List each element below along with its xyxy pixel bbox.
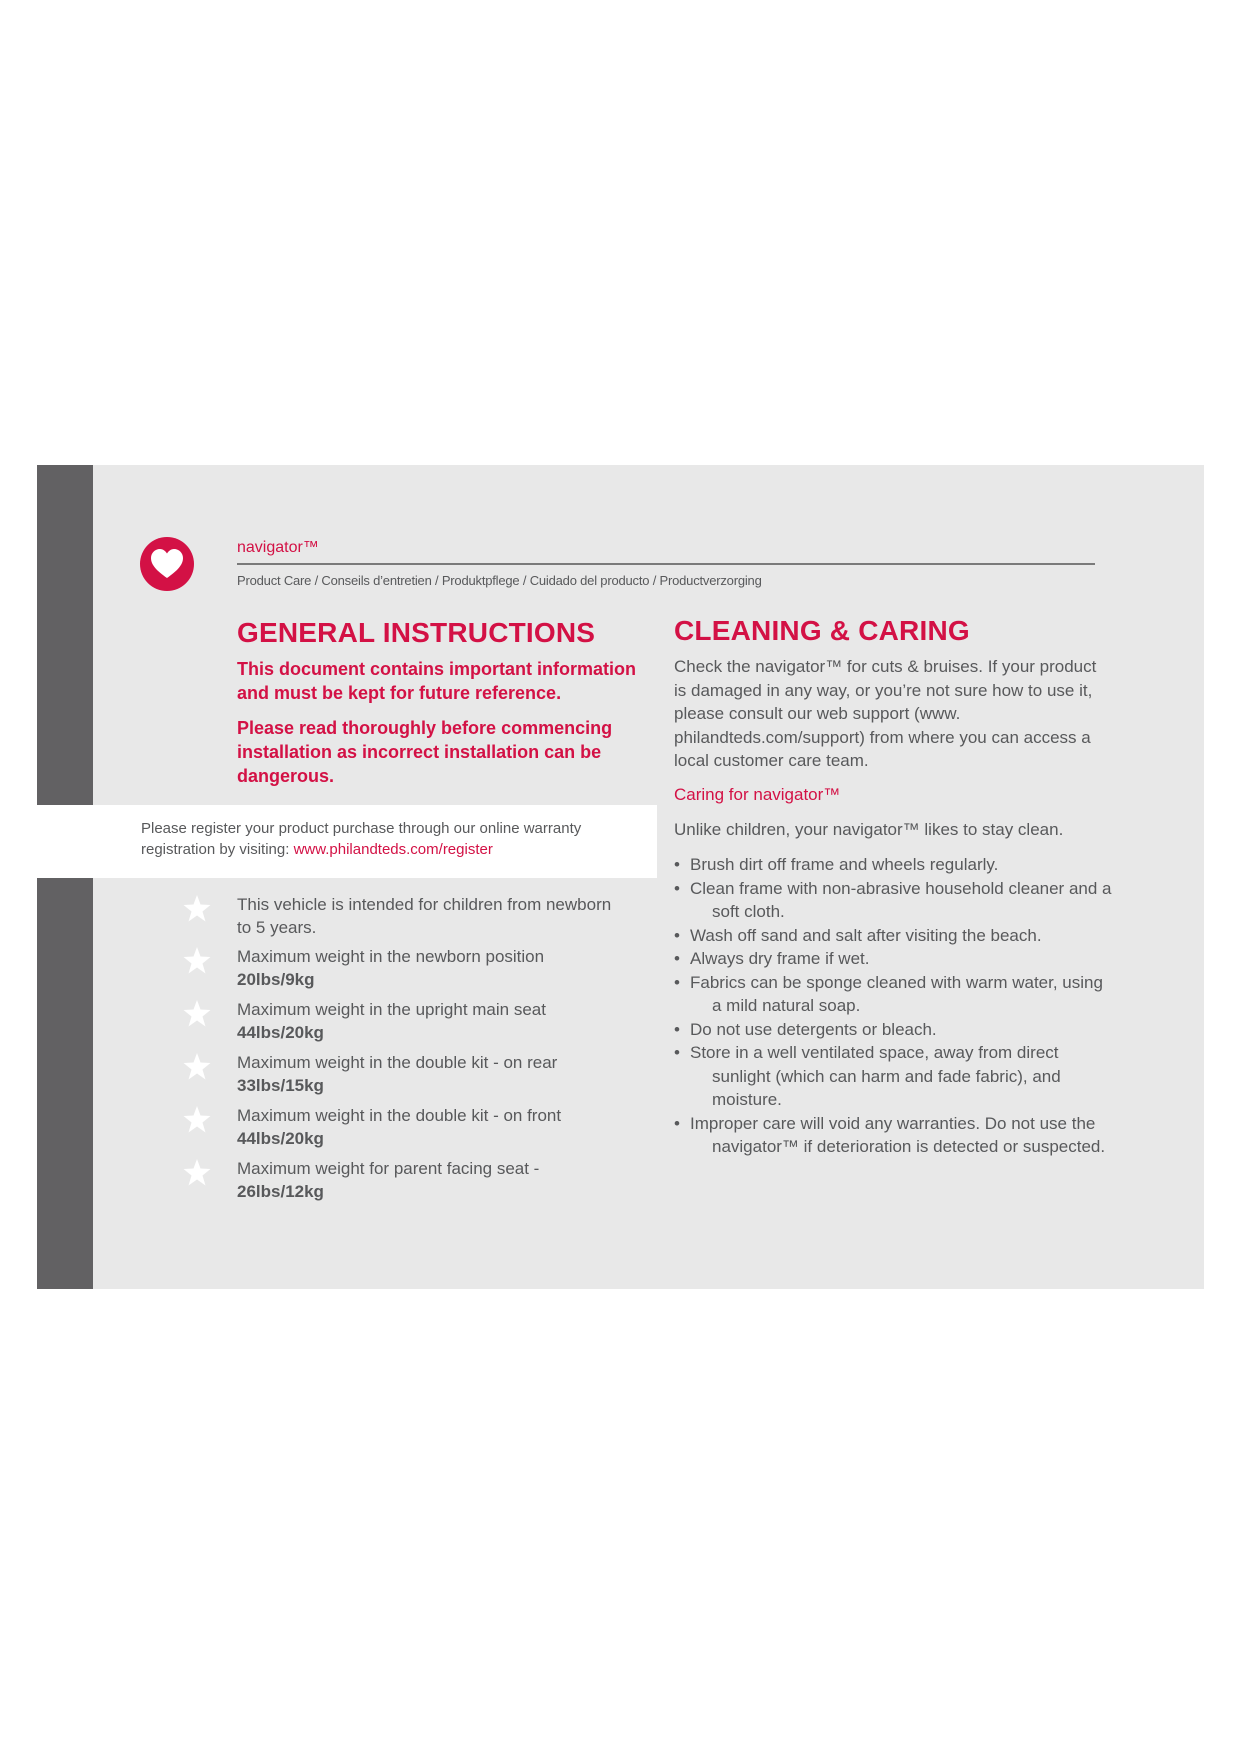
care-bullet [674,971,1114,1018]
bullet-dot: • [674,925,680,945]
spec-list [182,893,612,1210]
care-bullet-text: Improper care will void any warranties. Do not use the navigator™ if deterioration is detected or suspected. [690,1113,1106,1156]
spec-item [182,998,612,1051]
spec-item [182,1157,612,1210]
caring-subtitle: Caring for navigator™ [674,785,841,804]
register-band [37,805,657,878]
bullet-dot: • [674,1043,680,1062]
spec-text: Maximum weight in the newborn position [237,947,545,966]
cleaning-caring-title: CLEANING & CARING [674,615,970,646]
spec-text: Maximum weight for parent facing seat - [237,1159,540,1178]
star-icon [182,1105,212,1135]
register-text-line1: Please register your product purchase through our online warranty [141,820,582,837]
care-bullet-text: Clean frame with non-abrasive household cleaner and a soft cloth. [690,878,1112,921]
care-bullet-text: Fabrics can be sponge cleaned with warm water, using a mild natural soap. [690,972,1103,1015]
spec-item [182,893,612,945]
spec-value: 26lbs/12kg [237,1182,324,1201]
care-bullet-text: Store in a well ventilated space, away from direct sunlight (which can harm and fade fabric), and moisture. [690,1043,1061,1109]
care-bullet-text: Brush dirt off frame and wheels regularly. [690,855,999,874]
care-bullet [674,1112,1114,1159]
spec-item [182,1104,612,1157]
care-bullet [674,1018,1114,1042]
star-icon [182,1158,212,1188]
bullet-dot: • [674,949,680,968]
star-icon [182,946,212,976]
heart-logo-icon [140,537,194,591]
bullet-dot: • [674,1019,680,1039]
care-bullet-list [674,853,1114,1159]
star-icon [182,1052,212,1082]
star-icon [182,999,212,1029]
care-bullet-text: Always dry frame if wet. [690,949,870,968]
spec-item [182,945,612,998]
header-divider [237,563,1095,565]
spec-item [182,1051,612,1104]
product-name: navigator™ [237,539,319,556]
register-link[interactable]: www.philandteds.com/register [293,841,493,858]
product-care-card [37,465,1204,1289]
spec-value: 44lbs/20kg [237,1023,324,1042]
spec-text: Maximum weight in the upright main seat [237,1000,546,1019]
unlike-children-text: Unlike children, your navigator™ likes to stay clean. [674,820,1064,839]
general-instructions-title: GENERAL INSTRUCTIONS [237,617,596,648]
product-care-subtitle: Product Care / Conseils d’entretien / Produktpflege / Cuidado del producto / Productverzorging [237,573,762,588]
important-info-note: This document contains important information and must be kept for future reference. [237,659,637,703]
care-bullet [674,877,1114,924]
bullet-dot: • [674,972,680,992]
care-bullet-text: Wash off sand and salt after visiting the beach. [690,925,1042,945]
spec-text: This vehicle is intended for children from newborn to 5 years. [237,895,612,937]
read-thoroughly-note: Please read thoroughly before commencing installation as incorrect installation can be dangerous. [237,718,613,786]
bullet-dot: • [674,855,680,874]
care-bullet-text: Do not use detergents or bleach. [690,1019,937,1039]
bullet-dot: • [674,878,680,898]
care-bullet [674,924,1114,948]
care-bullet [674,1041,1114,1112]
spec-text: Maximum weight in the double kit - on front [237,1106,562,1125]
spec-text: Maximum weight in the double kit - on rear [237,1053,558,1072]
register-text-prefix: registration by visiting: [141,841,294,858]
star-icon [182,894,212,924]
cleaning-intro: Check the navigator™ for cuts & bruises. If your product is damaged in any way, or you’re not sure how to use it, please consult our web support (www. philandteds.com/support) from where you can access a local customer care team. [674,657,1097,770]
spec-value: 20lbs/9kg [237,970,315,989]
bullet-dot: • [674,1113,680,1133]
care-bullet [674,947,1114,971]
spec-value: 44lbs/20kg [237,1129,324,1148]
care-bullet [674,853,1114,877]
spec-value: 33lbs/15kg [237,1076,324,1095]
